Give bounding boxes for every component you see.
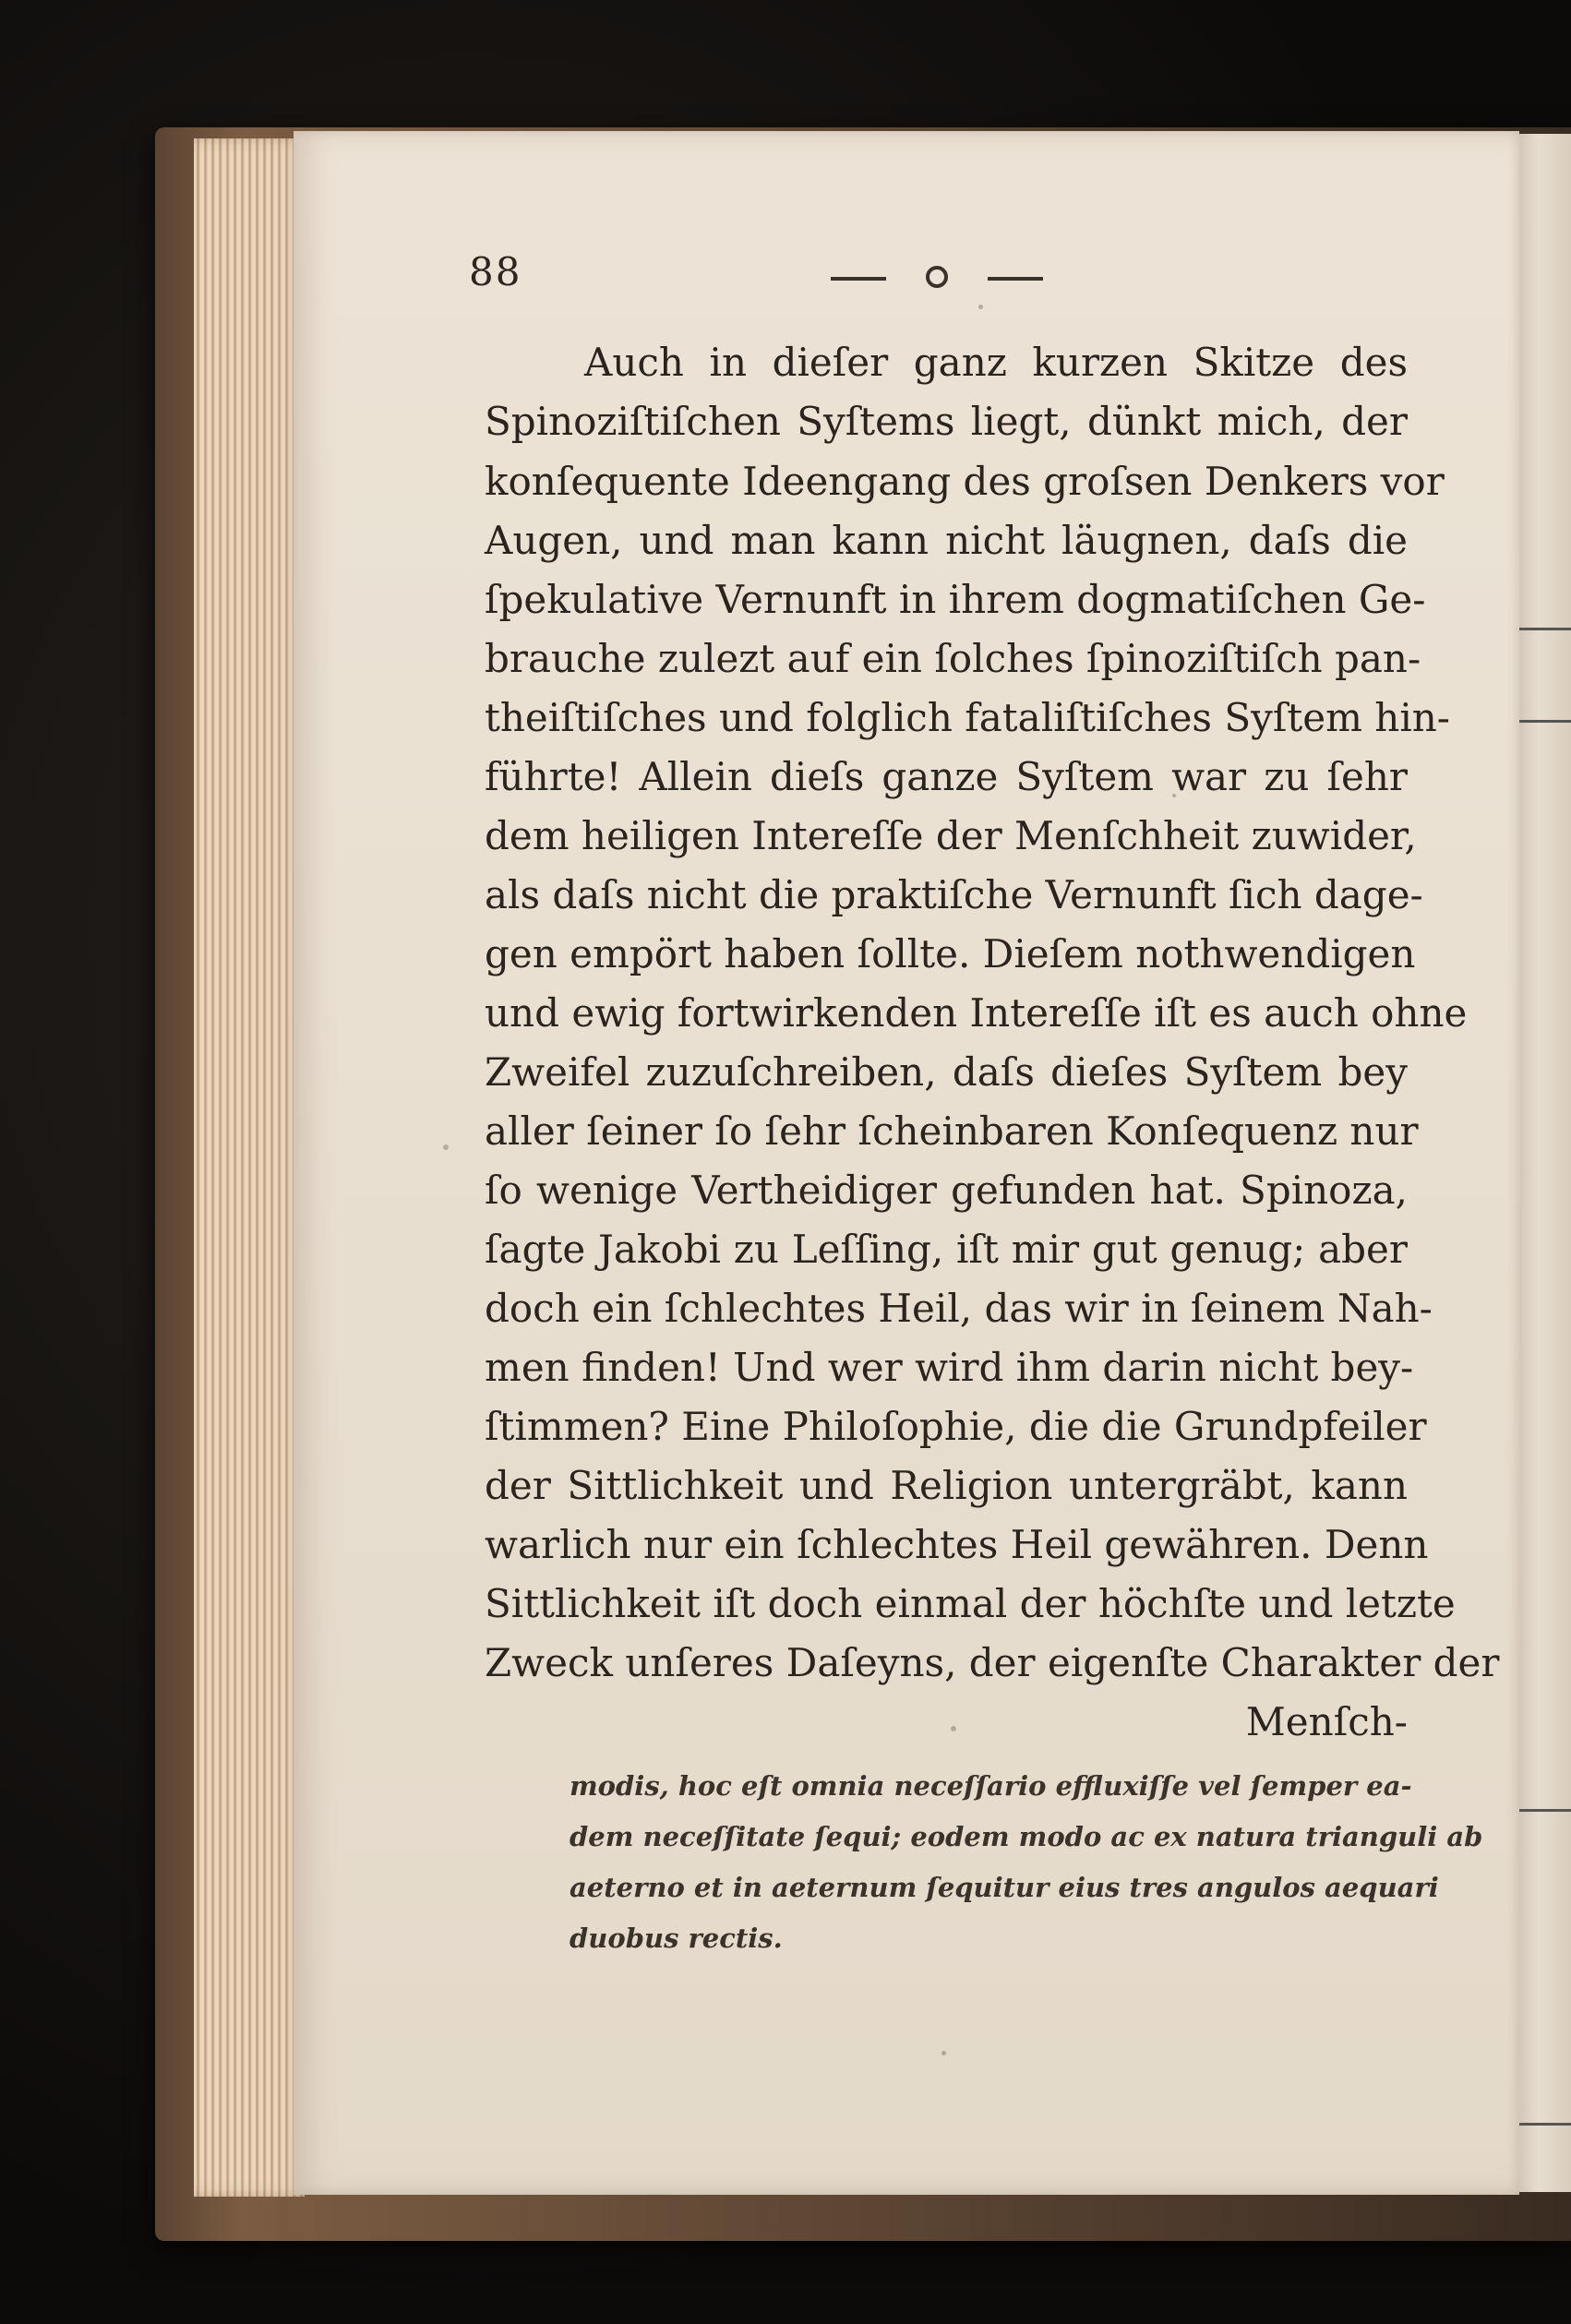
facing-page-rule <box>1514 720 1571 723</box>
paper-speck <box>941 2051 946 2055</box>
body-line: konſequente Ideengang des groſsen Denkers vor <box>485 459 1445 504</box>
body-line: ſtimmen? Eine Philoſophie, die die Grundpfeiler <box>485 1404 1427 1449</box>
body-line: Zweck unſeres Daſeyns, der eigenſte Charakter der <box>485 1640 1500 1685</box>
body-line: führte! Allein dieſs ganze Syſtem war zu ſehr <box>485 754 1408 799</box>
body-line: men finden! Und wer wird ihm darin nicht bey- <box>485 1345 1414 1390</box>
body-line: als daſs nicht die praktiſche Vernunft ſich dage- <box>485 872 1423 917</box>
body-line: aller ſeiner ſo ſehr ſcheinbaren Konſequenz nur <box>485 1108 1419 1154</box>
footnote-line: aeterno et in aeternum ſequitur eius tres angulos aequari <box>570 1872 1439 1903</box>
page-edges <box>194 138 305 2197</box>
body-line: ſpekulative Vernunft in ihrem dogmatiſchen Ge- <box>485 577 1426 622</box>
header-ornament <box>831 258 1043 295</box>
footnote-line: dem neceſſitate ſequi; eodem modo ac ex natura trianguli ab <box>570 1821 1483 1852</box>
body-line: Sittlichkeit iſt doch einmal der höchſte und letzte <box>485 1581 1456 1626</box>
body-line: Zweifel zuzuſchreiben, daſs dieſes Syſtem bey <box>485 1049 1408 1095</box>
body-line: gen empört haben ſollte. Dieſem nothwendigen <box>485 931 1416 976</box>
body-line: und ewig fortwirkenden Intereſſe iſt es auch ohne <box>485 990 1468 1036</box>
body-line: theiſtiſches und folglich fataliſtiſches Syſtem hin- <box>485 695 1451 740</box>
body-line: ſo wenige Vertheidiger gefunden hat. Spinoza, <box>485 1168 1408 1213</box>
body-line: ſagte Jakobi zu Leſſing, iſt mir gut genug; aber <box>485 1227 1408 1272</box>
catchword: Menſch- <box>1245 1699 1408 1744</box>
body-line: Spinoziſtiſchen Syſtems liegt, dünkt mich, der <box>485 399 1408 444</box>
footnote-line: modis, hoc eſt omnia neceſſario effluxiſſe vel ſemper ea- <box>570 1770 1412 1802</box>
facing-page-rule <box>1514 2123 1571 2126</box>
body-line: Auch in dieſer ganz kurzen Skitze des <box>584 340 1408 385</box>
body-line: brauche zulezt auf ein ſolches ſpinoziſtiſch pan- <box>485 636 1421 681</box>
facing-page-rule <box>1514 628 1571 630</box>
body-line: dem heiligen Intereſſe der Menſchheit zuwider, <box>485 813 1417 858</box>
facing-page-rule <box>1514 1809 1571 1812</box>
paper-speck <box>978 305 983 309</box>
body-line: doch ein ſchlechtes Heil, das wir in ſeinem Nah- <box>485 1286 1433 1331</box>
body-line: Augen, und man kann nicht läugnen, daſs die <box>485 518 1408 563</box>
facing-page <box>1514 134 1571 2192</box>
footnote-line: duobus rectis. <box>570 1923 783 1954</box>
body-line: warlich nur ein ſchlechtes Heil gewähren. Denn <box>485 1522 1429 1567</box>
paper-speck <box>443 1144 449 1150</box>
page-number: 88 <box>469 249 522 294</box>
body-line: der Sittlichkeit und Religion untergräbt, kann <box>485 1463 1408 1508</box>
